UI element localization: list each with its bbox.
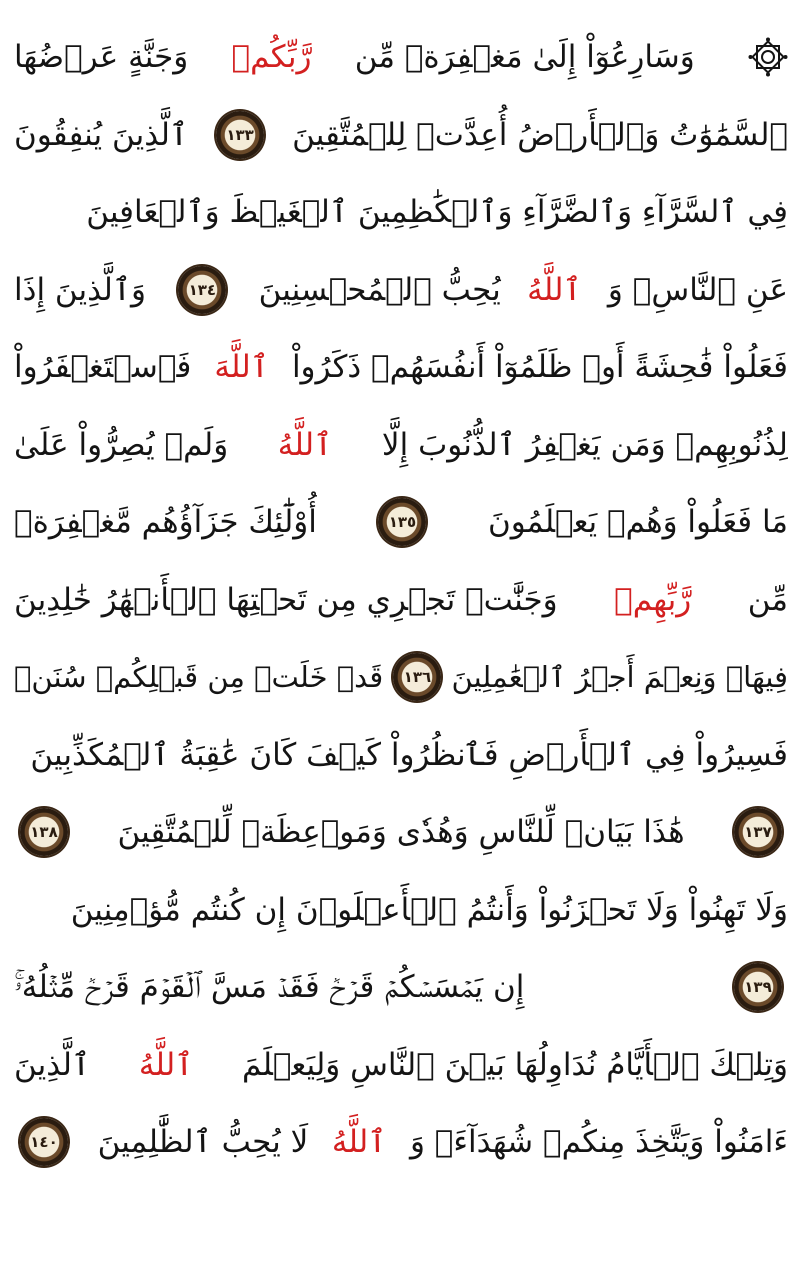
verse-text: ءَامَنُواْ وَيَتَّخِذَ مِنكُمۡ شُهَدَآءَۗ وَ xyxy=(409,1124,788,1160)
text-line xyxy=(14,410,788,480)
ayah-number: ١٣٨ xyxy=(30,823,58,841)
ayah-number: ١٤٠ xyxy=(30,1133,58,1151)
verse-text: فَعَلُواْ فَٰحِشَةً أَوۡ ظَلَمُوٓاْ أَنفُسَهُمۡ ذَكَرُواْ xyxy=(291,349,788,385)
verse-text: هَٰذَا بَيَانٞ لِّلنَّاسِ وَهُدٗى وَمَوۡعِظَةٞ لِّلۡمُتَّقِينَ xyxy=(117,814,685,850)
text-line xyxy=(14,1107,788,1177)
verse-text: ٱلَّذِينَ xyxy=(14,1046,91,1083)
text-line xyxy=(14,565,788,635)
verse-text: لَا يُحِبُّ ٱلظَّٰلِمِينَ xyxy=(97,1124,309,1160)
ayah-number-medallion-icon xyxy=(734,963,782,1011)
text-line xyxy=(14,255,788,325)
ayah-number: ١٣٤ xyxy=(188,280,217,299)
text-line xyxy=(14,487,788,557)
verse-text: مِّن xyxy=(747,581,788,618)
ayah-number-medallion-icon xyxy=(378,498,426,546)
verse-text: يُحِبُّ ٱلۡمُحۡسِنِينَ xyxy=(258,271,501,308)
divine-name-text: ٱللَّهُ xyxy=(138,1046,194,1083)
text-line xyxy=(14,952,788,1022)
divine-name-text: ٱللَّهَ xyxy=(214,349,269,385)
divine-name-text: ٱللَّهُ xyxy=(331,1124,387,1160)
verse-text: فَٱسۡتَغۡفَرُواْ xyxy=(14,349,192,385)
verse-text: فِي ٱلسَّرَّآءِ وَٱلضَّرَّآءِ وَٱلۡكَٰظِمِينَ ٱلۡغَيۡظَ وَٱلۡعَافِينَ xyxy=(86,194,788,230)
rub-el-hizb-ornament-icon xyxy=(748,37,788,77)
ayah-number-medallion-icon xyxy=(734,808,782,856)
text-line xyxy=(14,177,788,247)
divine-name-text: رَّبِّكُمۡ xyxy=(231,39,312,75)
verse-text: لِذُنُوبِهِمۡ وَمَن يَغۡفِرُ ٱلذُّنُوبَ إِلَّا xyxy=(381,426,788,463)
verse-text: وَلَا تَهِنُواْ وَلَا تَحۡزَنُواْ وَأَنتُمُ ٱلۡأَعۡلَوۡنَ إِن كُنتُم مُّؤۡمِنِينَ xyxy=(70,891,788,928)
verse-text: وَتِلۡكَ ٱلۡأَيَّامُ نُدَاوِلُهَا بَيۡنَ ٱلنَّاسِ وَلِيَعۡلَمَ xyxy=(242,1046,788,1083)
divine-name-text: ٱللَّهُ xyxy=(277,426,333,463)
text-line xyxy=(14,642,788,712)
text-line xyxy=(14,1030,788,1100)
verse-text: مَا فَعَلُواْ وَهُمۡ يَعۡلَمُونَ xyxy=(488,504,788,540)
verse-text: وَجَنَّةٍ عَرۡضُهَا xyxy=(14,39,189,75)
verse-text: وَلَمۡ يُصِرُّواْ عَلَىٰ xyxy=(14,426,229,463)
verse-text: ٱلَّذِينَ يُنفِقُونَ xyxy=(14,116,189,153)
verse-text: عَنِ ٱلنَّاسِۗ وَ xyxy=(607,271,788,308)
text-line xyxy=(14,875,788,945)
verse-text: إِن يَمۡسَسۡكُمۡ قَرۡحٞ فَقَدۡ مَسَّ ٱلۡقَوۡمَ قَرۡحٞ مِّثۡلُهُۥۚ xyxy=(14,969,525,1005)
text-line xyxy=(14,100,788,170)
ayah-number: ١٣٧ xyxy=(744,823,772,841)
verse-text: فِيهَاۚ وَنِعۡمَ أَجۡرُ ٱلۡعَٰمِلِينَ xyxy=(451,660,788,694)
divine-name-text: رَّبِّهِمۡ xyxy=(614,581,692,618)
verse-text: قَدۡ خَلَتۡ مِن قَبۡلِكُمۡ سُنَنٞ xyxy=(14,660,384,694)
ayah-number-medallion-icon xyxy=(20,808,68,856)
divine-name-text: ٱللَّهُ xyxy=(527,271,582,308)
ayah-number: ١٣٣ xyxy=(226,125,254,144)
verse-text: أُوْلَٰٓئِكَ جَزَآؤُهُم مَّغۡفِرَةٞ xyxy=(14,504,317,540)
verse-text: وَجَنَّٰتٞ تَجۡرِي مِن تَحۡتِهَا ٱلۡأَنۡهَٰرُ خَٰلِدِينَ xyxy=(14,581,558,618)
text-line xyxy=(14,720,788,790)
text-line xyxy=(14,22,788,92)
ayah-number-medallion-icon xyxy=(216,111,264,159)
ayah-number: ١٣٥ xyxy=(388,513,417,531)
ayah-number-medallion-icon xyxy=(393,653,441,701)
ayah-number-medallion-icon xyxy=(178,266,226,314)
ayah-number-medallion-icon xyxy=(20,1118,68,1166)
text-line xyxy=(14,797,788,867)
verse-text: ٱلسَّمَٰوَٰتُ وَٱلۡأَرۡضُ أُعِدَّتۡ لِلۡمُتَّقِينَ xyxy=(292,116,788,153)
text-line xyxy=(14,332,788,402)
verse-text: وَٱلَّذِينَ إِذَا xyxy=(14,271,147,308)
ayah-number: ١٣٩ xyxy=(744,978,772,996)
ayah-number: ١٣٦ xyxy=(403,668,432,686)
verse-text: فَسِيرُواْ فِي ٱلۡأَرۡضِ فَٱنظُرُواْ كَيۡفَ كَانَ عَٰقِبَةُ ٱلۡمُكَذِّبِينَ xyxy=(30,736,788,773)
verse-text: وَسَارِعُوٓاْ إِلَىٰ مَغۡفِرَةٖ مِّن xyxy=(354,39,695,75)
